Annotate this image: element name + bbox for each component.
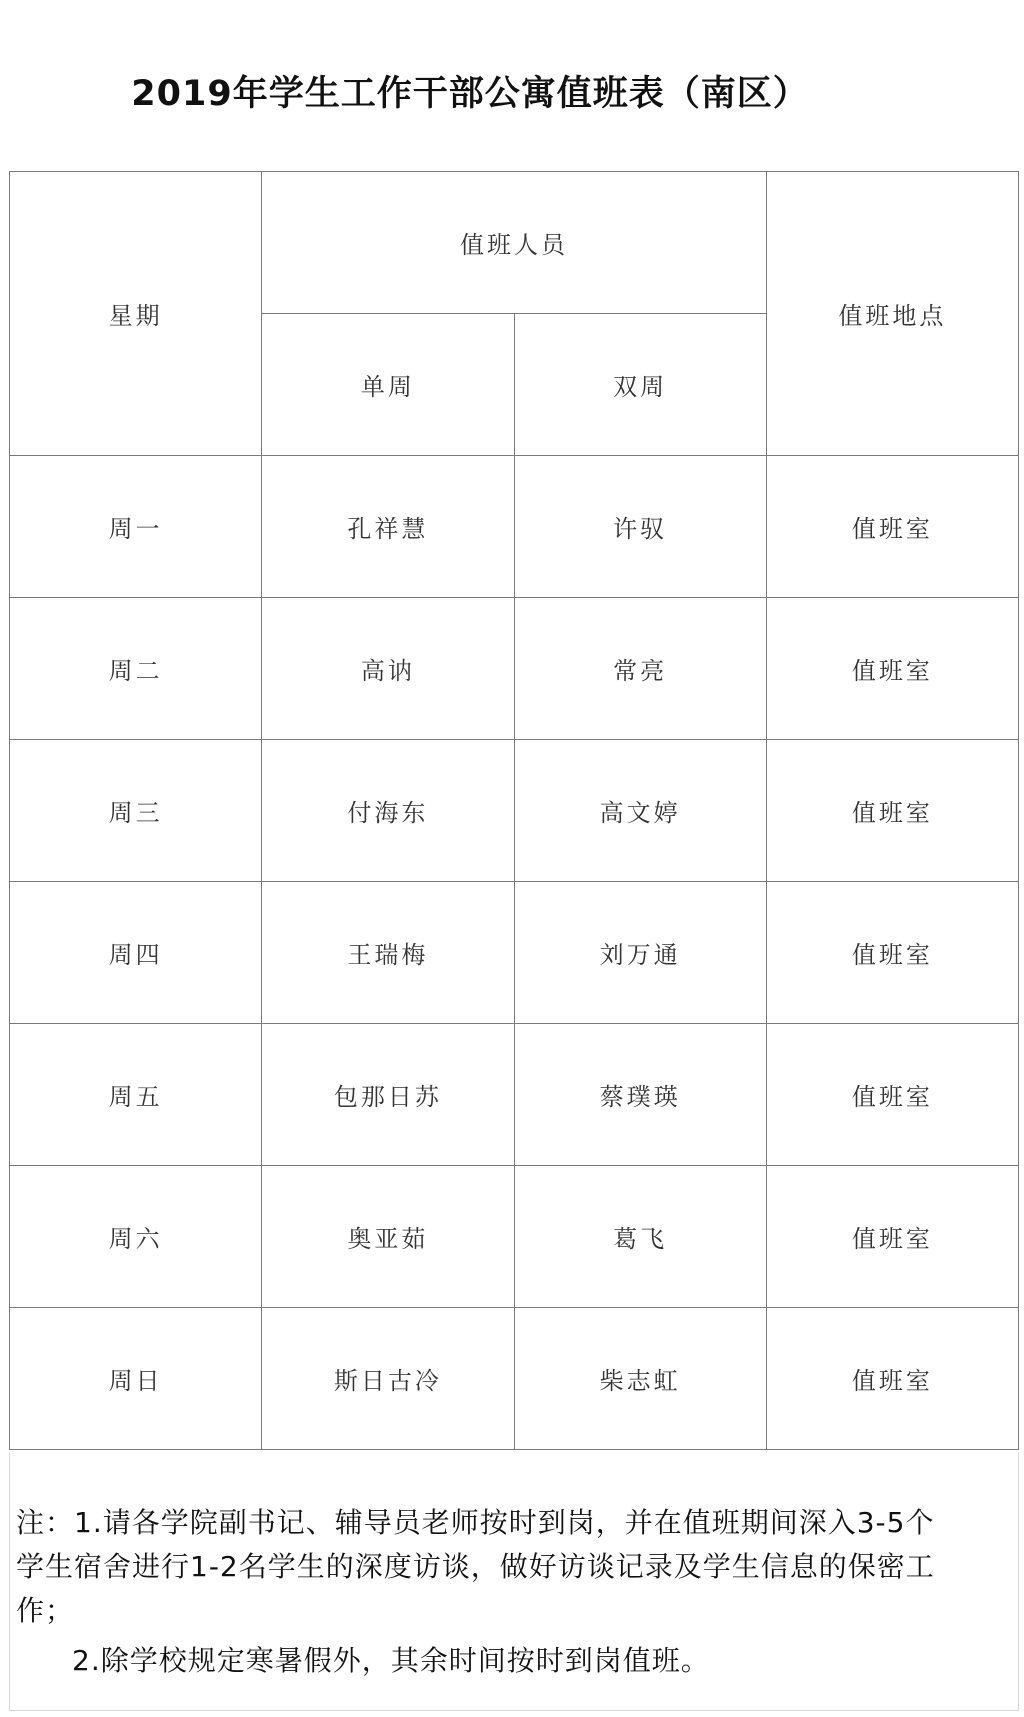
day-cell: 周六 bbox=[10, 1166, 262, 1308]
duty-table bbox=[9, 171, 1019, 1450]
header-day: 星期 bbox=[10, 172, 262, 456]
table-row bbox=[10, 882, 1019, 1024]
even-week-cell: 常亮 bbox=[514, 598, 766, 740]
even-week-cell: 柴志虹 bbox=[514, 1308, 766, 1450]
day-cell: 周四 bbox=[10, 882, 262, 1024]
location-cell: 值班室 bbox=[766, 1308, 1018, 1450]
note-line-1: 注：1.请各学院副书记、辅导员老师按时到岗，并在值班期间深入3-5个 bbox=[16, 1506, 935, 1539]
header-even-week: 双周 bbox=[514, 314, 766, 456]
odd-week-cell: 包那日苏 bbox=[262, 1024, 514, 1166]
header-location: 值班地点 bbox=[766, 172, 1018, 456]
day-cell: 周二 bbox=[10, 598, 262, 740]
location-cell: 值班室 bbox=[766, 1024, 1018, 1166]
table-row bbox=[10, 456, 1019, 598]
header-staff: 值班人员 bbox=[262, 172, 767, 314]
even-week-cell: 葛飞 bbox=[514, 1166, 766, 1308]
odd-week-cell: 高讷 bbox=[262, 598, 514, 740]
table-row bbox=[10, 598, 1019, 740]
location-cell: 值班室 bbox=[766, 598, 1018, 740]
location-cell: 值班室 bbox=[766, 456, 1018, 598]
note-line-3: 作； bbox=[16, 1594, 75, 1627]
table-row bbox=[10, 1166, 1019, 1308]
odd-week-cell: 付海东 bbox=[262, 740, 514, 882]
day-cell: 周三 bbox=[10, 740, 262, 882]
day-cell: 周一 bbox=[10, 456, 262, 598]
odd-week-cell: 王瑞梅 bbox=[262, 882, 514, 1024]
notes-section bbox=[9, 1453, 1019, 1711]
even-week-cell: 高文婷 bbox=[514, 740, 766, 882]
header-odd-week: 单周 bbox=[262, 314, 514, 456]
note-line-4: 2.除学校规定寒暑假外，其余时间按时到岗值班。 bbox=[72, 1644, 710, 1677]
day-cell: 周五 bbox=[10, 1024, 262, 1166]
page-title: 2019年学生工作干部公寓值班表（南区） bbox=[131, 74, 809, 114]
table-row bbox=[10, 740, 1019, 882]
even-week-cell: 蔡璞瑛 bbox=[514, 1024, 766, 1166]
location-cell: 值班室 bbox=[766, 882, 1018, 1024]
location-cell: 值班室 bbox=[766, 740, 1018, 882]
note-line-2: 学生宿舍进行1-2名学生的深度访谈，做好访谈记录及学生信息的保密工 bbox=[16, 1550, 935, 1583]
day-cell: 周日 bbox=[10, 1308, 262, 1450]
odd-week-cell: 孔祥慧 bbox=[262, 456, 514, 598]
odd-week-cell: 奥亚茹 bbox=[262, 1166, 514, 1308]
location-cell: 值班室 bbox=[766, 1166, 1018, 1308]
table-row bbox=[10, 1024, 1019, 1166]
table-row bbox=[10, 1308, 1019, 1450]
odd-week-cell: 斯日古冷 bbox=[262, 1308, 514, 1450]
even-week-cell: 刘万通 bbox=[514, 882, 766, 1024]
even-week-cell: 许驭 bbox=[514, 456, 766, 598]
header-row bbox=[10, 172, 1019, 314]
